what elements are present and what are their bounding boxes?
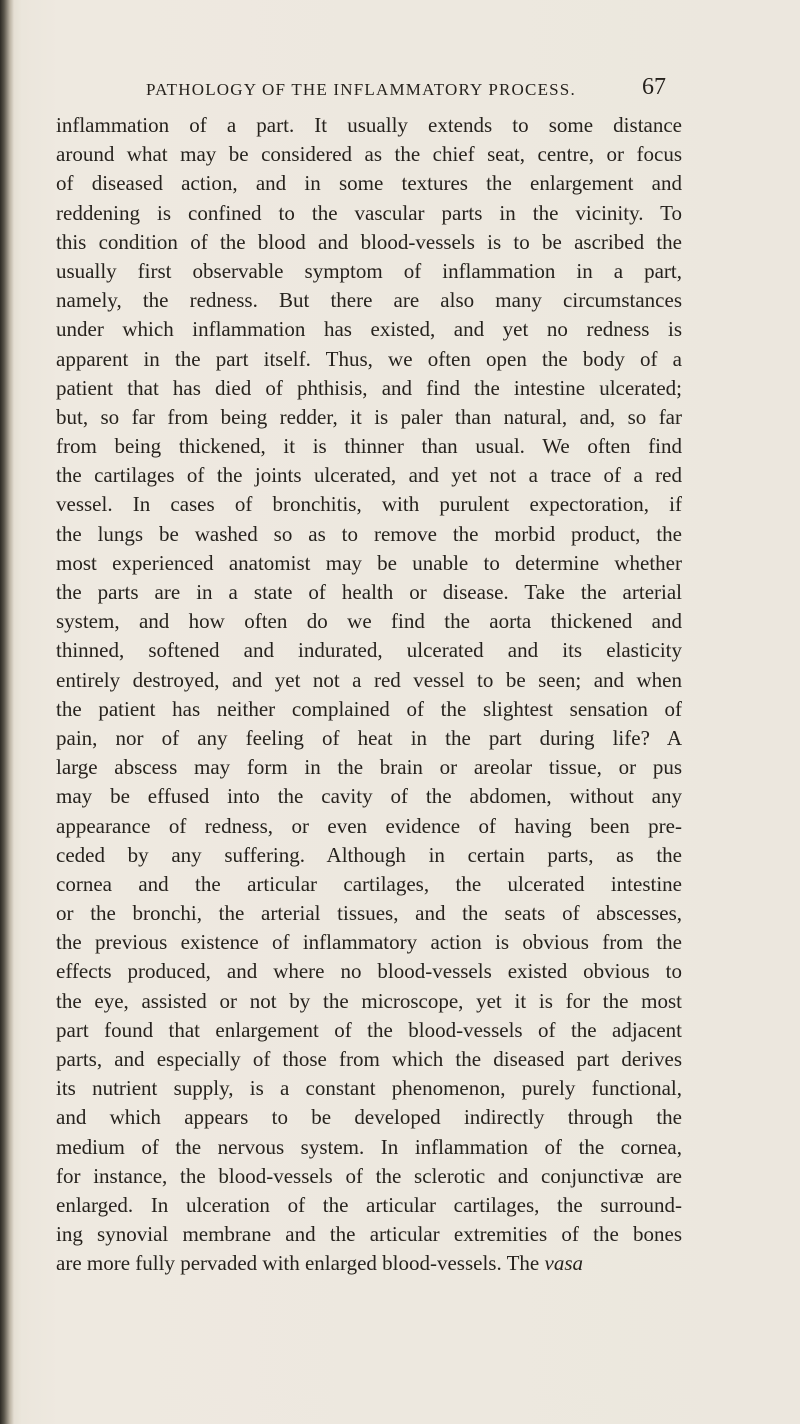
text-line: may be effused into the cavity of the abdomen, without any xyxy=(56,784,682,809)
text-line: medium of the nervous system. In inflammation of the cornea, xyxy=(56,1134,682,1159)
text-line: and which appears to be developed indirectly through the xyxy=(56,1105,682,1130)
text-line: the patient has neither complained of the slightest sensation of xyxy=(56,696,682,721)
text-line: inflammation of a part. It usually extends to some distance xyxy=(56,113,682,137)
text-line: part found that enlargement of the blood-vessels of the adjacent xyxy=(56,1017,682,1042)
text-line: its nutrient supply, is a constant phenomenon, purely functional, xyxy=(56,1076,682,1101)
text-line: cornea and the articular cartilages, the ulcerated intestine xyxy=(56,871,682,896)
text-line: thinned, softened and indurated, ulcerated and its elasticity xyxy=(56,638,682,663)
text-line: usually first observable symptom of inflammation in a part, xyxy=(56,258,682,283)
text-line: from being thickened, it is thinner than usual. We often find xyxy=(56,434,682,459)
body-text xyxy=(56,111,682,1279)
text-line: large abscess may form in the brain or areolar tissue, or pus xyxy=(56,755,682,780)
page-number: 67 xyxy=(642,74,666,100)
text-line: the parts are in a state of health or disease. Take the arterial xyxy=(56,580,682,604)
text-line: vessel. In cases of bronchitis, with purulent expectoration, if xyxy=(56,492,682,517)
text-line: but, so far from being redder, it is paler than natural, and, so far xyxy=(56,404,682,429)
running-head: PATHOLOGY OF THE INFLAMMATORY PROCESS. xyxy=(146,80,576,99)
text-line: reddening is confined to the vascular parts in the vicinity. To xyxy=(56,200,682,225)
text-line: the lungs be washed so as to remove the morbid product, the xyxy=(56,521,682,546)
text-line: the eye, assisted or not by the microscope, yet it is for the most xyxy=(56,988,682,1013)
italic-term: vasa xyxy=(544,1251,583,1276)
text-line: system, and how often do we find the aorta thickened and xyxy=(56,609,682,634)
text-line: this condition of the blood and blood-vessels is to be ascribed the xyxy=(56,229,682,254)
text-line: under which inflammation has existed, and yet no redness is xyxy=(56,317,682,342)
text-line: namely, the redness. But there are also many circumstances xyxy=(56,288,682,313)
text-line: parts, and especially of those from which the diseased part derives xyxy=(56,1047,682,1071)
text-line: most experienced anatomist may be unable to determine whether xyxy=(56,550,682,575)
text-line: the cartilages of the joints ulcerated, and yet not a trace of a red xyxy=(56,463,682,488)
text-line: appearance of redness, or even evidence of having been pre- xyxy=(56,813,682,838)
page-gutter-shadow xyxy=(0,0,14,1424)
text-line: the previous existence of inflammatory action is obvious from the xyxy=(56,930,682,955)
text-line: entirely destroyed, and yet not a red vessel to be seen; and when xyxy=(56,667,682,692)
text-line-final xyxy=(56,1249,682,1278)
text-line: patient that has died of phthisis, and find the intestine ulcerated; xyxy=(56,375,682,400)
text-line: for instance, the blood-vessels of the sclerotic and conjunctivæ are xyxy=(56,1163,682,1188)
text-line: or the bronchi, the arterial tissues, and the seats of abscesses, xyxy=(56,901,682,926)
text-line: ceded by any suffering. Although in certain parts, as the xyxy=(56,842,682,867)
text-line: around what may be considered as the chief seat, centre, or focus xyxy=(56,142,682,167)
text-line-final-roman: are more fully pervaded with enlarged blood-vessels. The xyxy=(56,1251,540,1276)
text-line: pain, nor of any feeling of heat in the part during life? A xyxy=(56,725,682,750)
text-line: apparent in the part itself. Thus, we often open the body of a xyxy=(56,346,682,371)
text-line: ing synovial membrane and the articular extremities of the bones xyxy=(56,1222,682,1247)
text-line: enlarged. In ulceration of the articular cartilages, the surround- xyxy=(56,1192,682,1217)
text-line: of diseased action, and in some textures the enlargement and xyxy=(56,171,682,196)
text-line: effects produced, and where no blood-vessels existed obvious to xyxy=(56,959,682,984)
